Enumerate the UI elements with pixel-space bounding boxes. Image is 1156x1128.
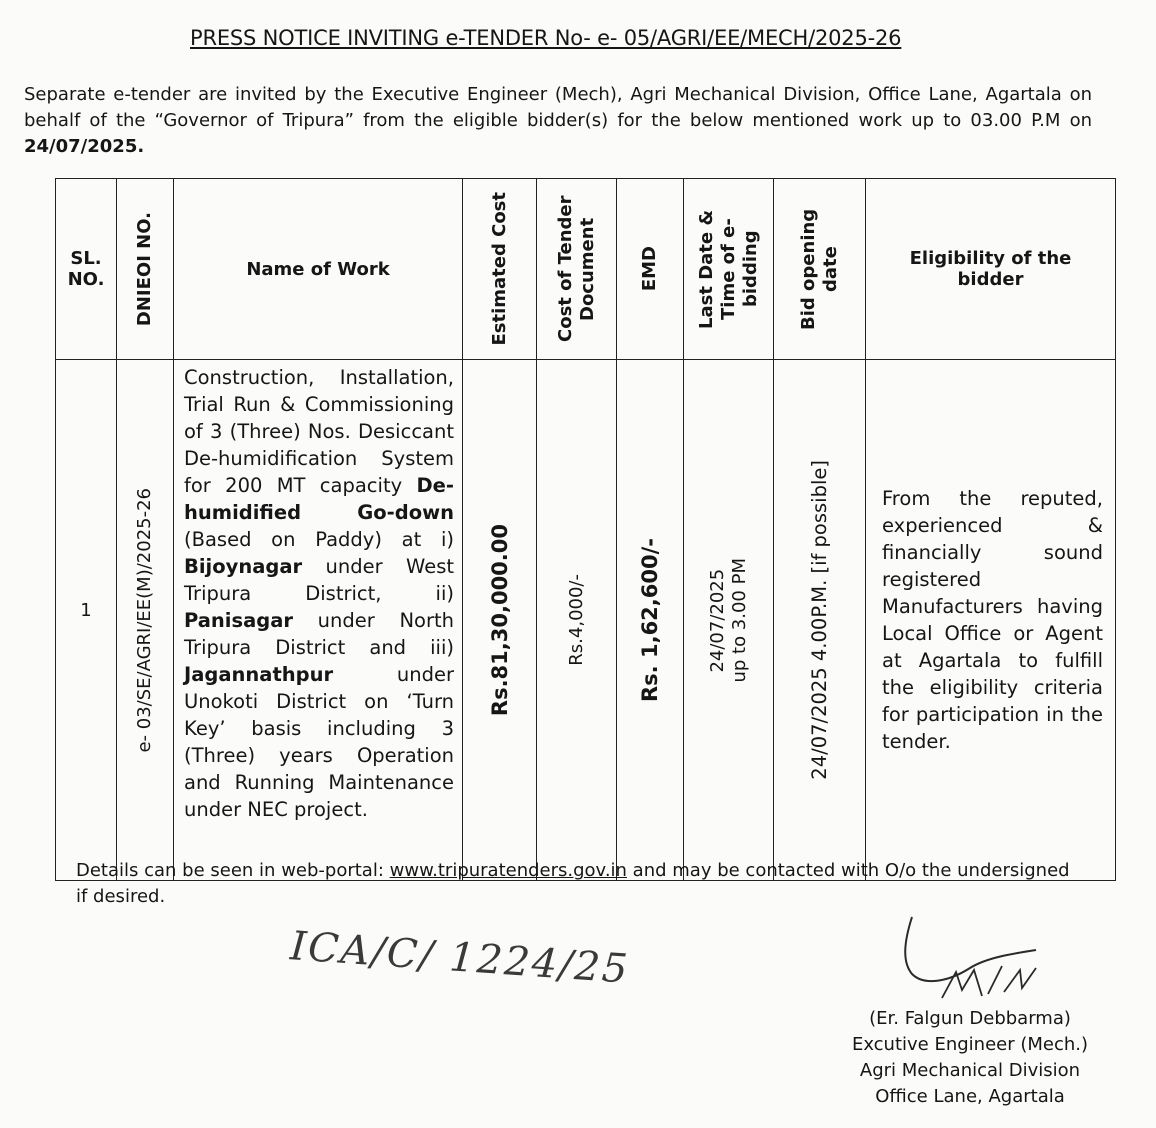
cell-cost-text: Rs.81,30,000.00 <box>487 523 512 717</box>
work-text-7: under North Tripura District and iii) <box>184 609 454 659</box>
cell-last-date <box>684 360 774 881</box>
cell-doc-text: Rs.4,000/- <box>565 574 587 666</box>
header-emd-text: EMD <box>639 246 660 292</box>
work-godown: De-humidified Go-down <box>184 474 454 524</box>
work-text-9: under Unokoti District on ‘Turn Key’ basis including 3 (Three) years Operation and Running Maintenance under NEC project. <box>184 663 454 821</box>
signature-block <box>820 1006 1120 1110</box>
header-dnieoi-text: DNIEOI NO. <box>134 211 155 327</box>
header-work: Name of Work <box>174 179 463 360</box>
last-date-line-1: 24/07/2025 <box>706 568 728 672</box>
signatory-division: Agri Mechanical Division <box>859 1060 1081 1081</box>
work-text-5: under West Tripura District, ii) <box>184 555 454 605</box>
table-header-row <box>56 179 1116 360</box>
cell-slno: 1 <box>56 360 117 881</box>
work-bijoynagar: Bijoynagar <box>184 555 303 578</box>
cell-dnieoi <box>117 360 174 881</box>
signature-scribble-icon <box>890 912 1060 1012</box>
header-eligibility: Eligibility of the bidder <box>866 179 1116 360</box>
header-emd <box>617 179 684 360</box>
table-row <box>56 360 1116 881</box>
cell-eligibility: From the reputed, experienced & financially sound registered Manufacturers having Local Office or Agent at Agartala to fulfill the eligibility criteria for participation in the tender. <box>866 360 1116 881</box>
header-slno: SL. NO. <box>56 179 117 360</box>
header-cost-text: Estimated Cost <box>488 192 510 346</box>
work-text-1: Construction, Installation, Trial Run & Commissioning of 3 (Three) Nos. Desiccant De-humidification System for 200 MT capacity <box>184 366 454 497</box>
work-text-3: (Based on Paddy) at i) <box>184 528 454 551</box>
header-doc <box>537 179 617 360</box>
header-bid-open <box>774 179 866 360</box>
cell-doc <box>537 360 617 881</box>
handwritten-reference: ICA/C/ 1224/25 <box>288 923 631 993</box>
intro-text: Separate e-tender are invited by the Executive Engineer (Mech), Agri Mechanical Division, Office Lane, Agartala on behalf of the “Governor of Tripura” from the eligible bidder(s) for the below mentioned work up to 03.00 P.M on <box>24 84 1092 131</box>
signatory-designation: Excutive Engineer (Mech.) <box>851 1034 1089 1055</box>
header-bid-open-text: Bid opening date <box>797 208 841 330</box>
signatory-name: (Er. Falgun Debbarma) <box>869 1008 1071 1029</box>
header-dnieoi <box>117 179 174 360</box>
cell-cost <box>463 360 537 881</box>
cell-emd <box>617 360 684 881</box>
portal-link[interactable]: www.tripuratenders.gov.in <box>389 860 627 881</box>
cell-bid-open-text: 24/07/2025 4.00P.M. [if possible] <box>807 460 831 780</box>
cell-emd-text: Rs. 1,62,600/- <box>638 538 662 702</box>
header-last-date-text: Last Date & Time of e-bidding <box>695 209 761 329</box>
work-panisagar: Panisagar <box>184 609 293 632</box>
notice-title: PRESS NOTICE INVITING e-TENDER No- e- 05/AGRI/EE/MECH/2025-26 <box>190 26 902 50</box>
footer-text-1: Details can be seen in web-portal: <box>76 860 390 881</box>
last-date-line-2: up to 3.00 PM <box>728 557 750 683</box>
cell-work <box>174 360 463 881</box>
cell-bid-open <box>774 360 866 881</box>
header-cost <box>463 179 537 360</box>
footer-text-2: and may be contacted with O/o the undersigned if desired. <box>76 860 1070 907</box>
signatory-office: Office Lane, Agartala <box>875 1086 1065 1107</box>
header-doc-text: Cost of Tender Document <box>554 195 598 343</box>
header-last-date <box>684 179 774 360</box>
tender-table <box>55 178 1116 881</box>
cell-last-date-text <box>707 558 751 683</box>
cell-dnieoi-text: e- 03/SE/AGRI/EE(M)/2025-26 <box>134 487 155 753</box>
work-jagannathpur: Jagannathpur <box>184 663 334 686</box>
footer-details <box>76 858 1076 910</box>
intro-paragraph <box>24 82 1092 160</box>
intro-date: 24/07/2025. <box>24 136 145 157</box>
